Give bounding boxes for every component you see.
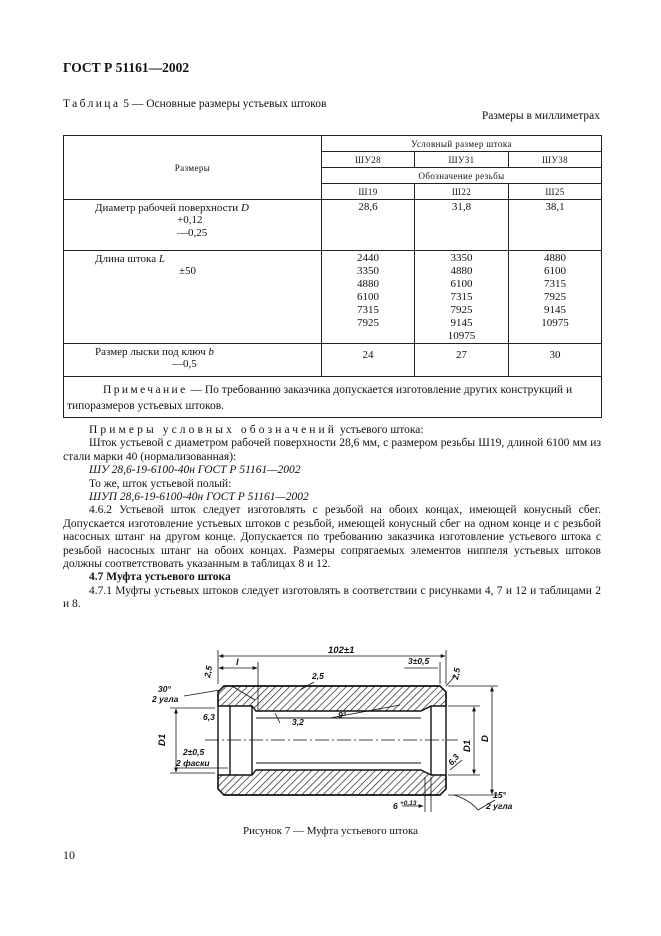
- table-title: 5 — Основные размеры устьевых штоков: [120, 98, 327, 110]
- angle-label: 15°: [493, 790, 506, 800]
- table-cell: 31,8: [415, 200, 509, 251]
- table-cell: 2440 3350 4880 6100 7315 7925: [322, 251, 415, 344]
- dim-label: 2±0,5: [183, 747, 205, 757]
- size-header: ШУ31: [415, 152, 509, 168]
- dim-d-label: D: [480, 735, 491, 742]
- example-text: Шток устьевой с диаметром рабочей поверхности 28,6 мм, с размером резьбы Ш19, длиной 6100 мм из стали марки 40 (нормализованная):: [63, 437, 601, 463]
- document-header: ГОСТ Р 51161—2002: [63, 60, 190, 75]
- angle-count-label: 2 угла: [486, 801, 513, 811]
- angle-count-label: 2 угла: [152, 694, 179, 704]
- example-code: ШУП 28,6-19-6100-40н ГОСТ Р 51161—2002: [89, 491, 309, 504]
- row-label: Длина штока L ±50: [64, 251, 322, 344]
- table-cell: 28,6: [322, 200, 415, 251]
- table-note: Примечание — По требованию заказчика допускается изготовление других конструкций и типоразмеров устьевых штоков.: [64, 377, 602, 418]
- example-text: То же, шток устьевой полый:: [89, 477, 232, 490]
- dim-label: 2,5: [450, 666, 463, 681]
- chamfer-count-label: 2 фаски: [176, 758, 210, 768]
- col-size-group-header: Условный размер штока: [322, 136, 602, 152]
- table-cell: 24: [322, 344, 415, 377]
- angle-label: 30°: [158, 684, 171, 694]
- roughness-label: 3,2: [292, 717, 304, 727]
- size-header: ШУ28: [322, 152, 415, 168]
- examples-heading: Примеры условных обозначений устьевого штока:: [89, 424, 424, 436]
- paragraph-4-6-2: 4.6.2 Устьевой шток следует изготовлять с резьбой на обоих концах, имеющей конусный сбег. Допускается изготовление устьевых штоков с резьбой, имеющей конусный сбег на одном конце и с резьбой насосных штанг на другом конце. Допускается по требованию заказчика изготовление устьевого штока с резьбой насосных штанг на обоих концах. Размеры сопрягаемых элементов ниппеля устьевых штоков должны соответствовать указанным в таблицах 8 и 12.: [63, 504, 601, 571]
- col-dimensions-header: Размеры: [64, 136, 322, 200]
- thread-header: Ш22: [415, 184, 509, 200]
- roughness-label: 6,3: [445, 751, 462, 768]
- dim-l-label: l: [236, 657, 239, 668]
- page-number: 10: [63, 848, 75, 862]
- size-header: ШУ38: [509, 152, 602, 168]
- table-cell: 38,1: [509, 200, 602, 251]
- table-cell: 30: [509, 344, 602, 377]
- dim-d1-label: D1: [462, 739, 473, 752]
- dim-length-label: 102±1: [328, 645, 355, 656]
- thread-group-header: Обозначение резьбы: [322, 168, 602, 184]
- thread-header: Ш25: [509, 184, 602, 200]
- groove-tolerance-label: +0,13: [400, 800, 417, 807]
- paragraph-4-7-1: 4.7.1 Муфты устьевых штоков следует изготовлять в соответствии с рисунками 4, 7 и 12 и таблицами 2 и 8.: [63, 584, 601, 611]
- table-cell: 27: [415, 344, 509, 377]
- groove-label: 6: [393, 801, 398, 811]
- table-cell: 4880 6100 7315 7925 9145 10975: [509, 251, 602, 344]
- figure-caption: Рисунок 7 — Муфта устьевого штока: [242, 825, 419, 837]
- dim-label: 3±0,5: [408, 656, 430, 666]
- dim-d1-label: D1: [157, 733, 168, 746]
- table-units: Размеры в миллиметрах: [481, 110, 600, 122]
- thread-header: Ш19: [322, 184, 415, 200]
- angle-label: 9°: [338, 710, 347, 720]
- example-code: ШУ 28,6-19-6100-40н ГОСТ Р 51161—2002: [89, 464, 301, 477]
- table-label: Таблица: [63, 98, 121, 110]
- section-heading-4-7: 4.7 Муфта устьевого штока: [89, 571, 231, 584]
- roughness-label: 6,3: [203, 712, 215, 722]
- roughness-label: 2,5: [312, 671, 324, 681]
- dim-label: 2,5: [202, 664, 215, 679]
- row-label: Размер лыски под ключ b —0,5: [64, 344, 322, 377]
- row-label: Диаметр рабочей поверхности D +0,12 —0,25: [64, 200, 322, 251]
- table-cell: 3350 4880 6100 7315 7925 9145 10975: [415, 251, 509, 344]
